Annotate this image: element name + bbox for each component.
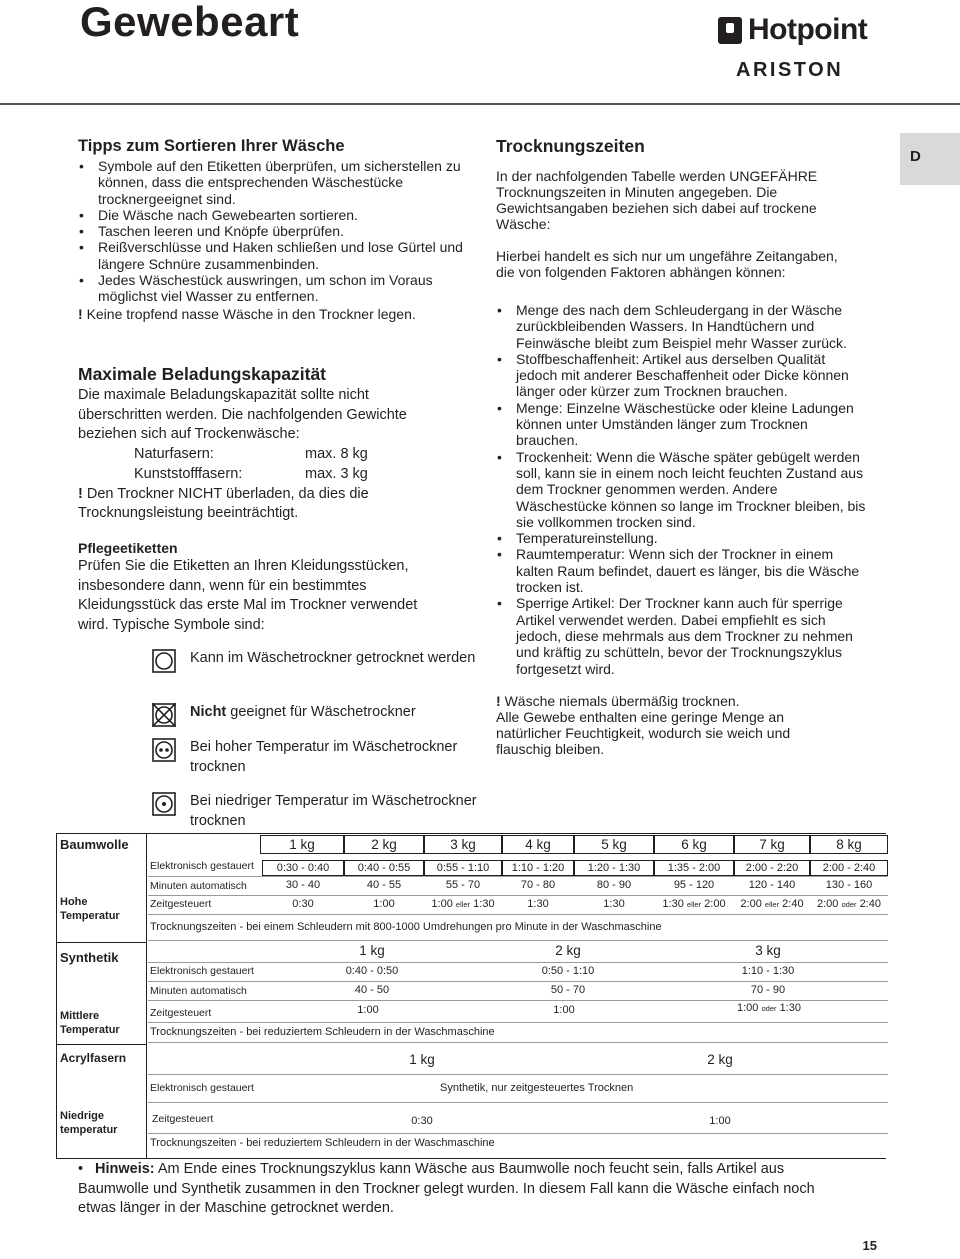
warning-text: Den Trockner NICHT überladen, da dies die Trocknungsleistung beeinträchtigt. [78,485,369,521]
no-tumble-dry-icon [152,703,176,727]
table-gridline [148,1074,888,1075]
hint-paragraph [78,1160,838,1219]
time-value: 2:00 [817,898,839,910]
table-cell: 2:00 - 2:20 [734,860,810,876]
table-gridline [148,1042,888,1043]
page-title: Gewebeart [80,0,300,45]
table-cell: 40 - 55 [366,879,402,891]
weight-cell: 3 kg [755,943,781,958]
table-cell: 80 - 90 [596,879,632,891]
weight-cell: 7 kg [734,835,810,854]
row-label: Minuten automatisch [150,880,247,892]
capacity-label: Kunststofffasern: [134,465,243,482]
time-conjunction: oder [841,900,857,909]
time-value: 1:30 [662,898,684,910]
table-cell: 40 - 50 [354,984,390,996]
table-row-divider [56,942,146,943]
weight-cell: 2 kg [344,835,424,854]
table-cell: 0:30 [292,898,314,910]
acrylic-timed-row [322,1115,822,1131]
list-item: • Symbole auf den Etiketten überprüfen, um sicherstellen zu können, dass die entsprechenden Wäschestücke trocknergeeignet sind. [78,158,478,207]
time-conjunction: eller [764,900,780,909]
table-cell: 1:00 [553,1004,575,1016]
table-cell: 130 - 160 [825,879,873,891]
capacity-label: Naturfasern: [134,445,214,462]
row-label: Elektronisch gestauert [150,860,254,872]
list-item: • Die Wäsche nach Gewebearten sortieren. [78,207,478,223]
time-value: 2:00 [740,898,762,910]
capacity-value: max. 3 kg [305,465,368,482]
table-note: Trocknungszeiten - bei reduziertem Schleudern in der Waschmaschine [150,1137,495,1149]
temp-label-high: Hohe Temperatur [60,896,120,922]
weight-cell: 2 kg [555,943,581,958]
temp-label-medium: Mittlere Temperatur [60,1010,120,1036]
capacity-value: max. 8 kg [305,445,368,462]
table-gridline [148,940,888,941]
table-cell: 0:40 - 0:55 [344,860,424,876]
row-label: Minuten automatisch [150,985,247,997]
cotton-timed-row [262,898,890,914]
tumble-dry-low-icon [152,792,176,816]
row-label: Zeitgesteuert [152,1113,214,1125]
list-item: • Stoffbeschaffenheit: Artikel aus derselben Qualität jedoch mit anderer Beschaffenheit oder Dicke können länger oder kürzer zum Trocknen brauchen. [496,351,866,400]
table-cell: 1:00 [357,1004,379,1016]
hint-label: Hinweis: [95,1161,155,1177]
drying-section [496,136,871,757]
table-cell: 1:30 [603,898,625,910]
care-symbol-rest: geeignet für Wäschetrockner [226,704,416,720]
care-symbol-text [190,703,490,723]
time-value: 2:40 [859,898,881,910]
header-divider [0,103,960,105]
table-cell: 1:30 [527,898,549,910]
temp-label-low: Niedrige temperatur [60,1110,118,1136]
table-cell [664,1002,874,1014]
weight-cell: 1 kg [359,943,385,958]
capacity-heading: Maximale Beladungskapazität [78,364,326,384]
time-conjunction: oder [761,1004,777,1013]
capacity-section [78,364,478,524]
drying-warning [496,693,871,709]
table-gridline [148,895,888,896]
drying-after: Alle Gewebe enthalten eine geringe Menge an natürlicher Feuchtigkeit, wodurch sie weich und flauschig bleiben. [496,708,791,757]
warning-mark: ! [496,692,501,709]
list-item: • Menge: Einzelne Wäschestücke oder kleine Ladungen können unter Umständen länger zum Trocknen brauchen. [496,400,866,449]
time-value: 2:00 [704,898,726,910]
table-cell: 70 - 80 [520,879,556,891]
care-labels-text: Prüfen Sie die Etiketten an Ihren Kleidungsstücken, insbesondere dann, wenn für ein bestimmtes Kleidungsstück das erste Mal im Trockner verwendet wird. Typische Symbole sind: [78,558,418,633]
care-symbol-text: Bei niedriger Temperatur im Wäschetrockner trocknen [190,793,477,829]
care-symbol-text: Kann im Wäschetrockner getrocknet werden [190,650,476,666]
tips-section [78,136,478,322]
drying-factors [496,302,866,677]
fabric-label-acrylic: Acrylfasern [60,1051,127,1065]
time-value: 1:00 [737,1002,759,1014]
list-item: • Temperatureinstellung. [496,530,866,546]
row-label: Elektronisch gestauert [150,965,254,977]
synthetic-electronic-row [272,965,872,981]
tips-heading: Tipps zum Sortieren Ihrer Wäsche [78,137,345,155]
brand-sub: ARISTON [736,59,844,81]
brand-name: Hotpoint [748,13,868,46]
language-tab: D [900,133,960,185]
table-cell: 1:00 [709,1115,731,1127]
warning-mark: ! [78,305,83,322]
cotton-weights [260,835,888,854]
list-item: • Trockenheit: Wenn die Wäsche später gebügelt werden soll, kann sie in einem noch leicht feuchten Zustand aus dem Trockner genommen werden. Andere Wäschestücke können so lange im Trockner bleiben, bis sie vollkommen trocken sind. [496,449,866,530]
table-cell: 1:10 - 1:20 [502,860,574,876]
table-cell: 0:40 - 0:50 [345,965,399,977]
weight-cell: 1 kg [409,1052,435,1067]
capacity-row [78,465,478,485]
table-cell: 50 - 70 [550,984,586,996]
care-labels-heading: Pflegeetiketten [78,540,178,556]
row-label: Zeitgesteuert [150,1007,212,1019]
list-item: • Sperrige Artikel: Der Trockner kann auch für sperrige Artikel verwendet werden. Dabei empfiehlt es sich jedoch, diese mehrmals aus dem Trockner zu nehmen und kräftig zu schütteln, bevor der Trocknungszyklus fortgesetzt wird. [496,595,866,676]
capacity-warning [78,485,408,524]
table-gridline [148,1102,888,1103]
care-symbol-text: Bei hoher Temperatur im Wäschetrockner trocknen [190,739,458,775]
weight-cell: 8 kg [810,835,888,854]
table-note: Trocknungszeiten - bei einem Schleudern mit 800-1000 Umdrehungen pro Minute in der Waschmaschine [150,921,662,933]
table-gridline [148,1133,888,1134]
synthetic-weights [272,943,872,961]
table-note: Trocknungszeiten - bei reduziertem Schleudern in der Waschmaschine [150,1026,495,1038]
time-value: 1:30 [473,898,495,910]
table-gridline [148,1000,888,1001]
row-label: Elektronisch gestauert [150,1082,254,1094]
table-cell: 0:30 - 0:40 [262,860,344,876]
tumble-dry-icon [152,649,176,673]
table-cell [654,898,734,910]
drying-intro: In der nachfolgenden Tabelle werden UNGEFÄHRE Trocknungszeiten in Minuten angegeben. Die Gewichtsangaben beziehen sich dabei auf trockene Wäsche: [496,168,818,232]
brand-logo [718,14,878,84]
synthetic-timed-row [268,1004,868,1020]
table-cell: 95 - 120 [673,879,715,891]
table-cell: 1:10 - 1:30 [741,965,795,977]
table-cell: 55 - 70 [445,879,481,891]
time-value: 1:00 [431,898,453,910]
weight-cell: 3 kg [424,835,502,854]
drying-intro-2: Hierbei handelt es sich nur um ungefähre Zeitangaben, die von folgenden Faktoren abhängen können: [496,248,838,280]
time-conjunction: eller [455,900,471,909]
fabric-label-cotton: Baumwolle [60,837,129,852]
table-cell: 1:35 - 2:00 [654,860,734,876]
weight-cell: 6 kg [654,835,734,854]
tumble-dry-high-icon [152,738,176,762]
table-cell [424,898,502,910]
tips-warning [78,306,478,322]
list-item: • Raumtemperatur: Wenn sich der Trockner in einem kalten Raum befindet, dauert es länger, bis die Wäsche trocken ist. [496,546,866,595]
table-gridline [148,981,888,982]
cotton-auto-row [262,879,890,895]
list-item: • Taschen leeren und Knöpfe überprüfen. [78,223,478,239]
table-cell: 0:30 [411,1115,433,1127]
table-row-divider [56,1044,146,1045]
weight-cell: 5 kg [574,835,654,854]
table-cell: 70 - 90 [750,984,786,996]
care-symbol-bold: Nicht [190,704,227,720]
table-cell: 30 - 40 [285,879,321,891]
warning-text: Keine tropfend nasse Wäsche in den Trockner legen. [86,305,416,322]
capacity-text: Die maximale Beladungskapazität sollte nicht überschritten werden. Die nachfolgenden Gewichte beziehen sich auf Trockenwäsche: [78,387,407,442]
cotton-electronic-row [262,860,890,878]
table-cell: 2:00 - 2:40 [810,860,888,876]
capacity-row [78,445,478,465]
table-column-divider [146,833,147,1158]
list-item: • Reißverschlüsse und Haken schließen und lose Gürtel und längere Schnüre zusammenbinden. [78,239,478,272]
time-value: 2:40 [782,898,804,910]
table-cell: 1:20 - 1:30 [574,860,654,876]
bullet: • [78,1161,84,1177]
row-label: Zeitgesteuert [150,898,212,910]
acrylic-electronic-note: Synthetik, nur zeitgesteuertes Trocknen [440,1082,634,1094]
synthetic-auto-row [272,984,872,1000]
table-gridline [148,1022,888,1023]
warning-mark: ! [78,485,83,502]
time-conjunction: eller [686,900,702,909]
list-item: • Jedes Wäschestück auswringen, um schon im Voraus möglichst viel Wasser zu entfernen. [78,272,478,305]
table-cell [734,898,810,910]
table-cell: 0:55 - 1:10 [424,860,502,876]
fabric-label-synthetic: Synthetik [60,950,119,965]
table-cell: 0:50 - 1:10 [541,965,595,977]
warning-text: Wäsche niemals übermäßig trocknen. [504,692,740,709]
hotpoint-logo-icon [718,17,742,44]
table-gridline [148,962,888,963]
hint-text: Am Ende eines Trocknungszyklus kann Wäsche aus Baumwolle noch feucht sein, falls Artikel aus Baumwolle und Synthetik zusammen in den Trockner gelegt wurden. In diesem Fall kann die Wäsche einfach noch etwas länger in der Maschine getrocknet werden. [78,1161,815,1216]
care-labels-section [78,539,448,635]
table-cell: 120 - 140 [748,879,796,891]
acrylic-weights [322,1052,822,1070]
list-item: • Menge des nach dem Schleudergang in der Wäsche zurückbleibenden Wassers. In Handtüchern und Feinwäsche bleibt zum Beispiel mehr Wasser zurück. [496,302,866,351]
weight-cell: 4 kg [502,835,574,854]
table-cell [810,898,888,910]
table-gridline [148,914,888,915]
time-value: 1:30 [779,1002,801,1014]
drying-heading: Trocknungszeiten [496,136,645,156]
tips-list [78,158,478,305]
weight-cell: 1 kg [260,835,344,854]
page-number: 15 [862,1238,877,1253]
table-cell: 1:00 [373,898,395,910]
weight-cell: 2 kg [707,1052,733,1067]
